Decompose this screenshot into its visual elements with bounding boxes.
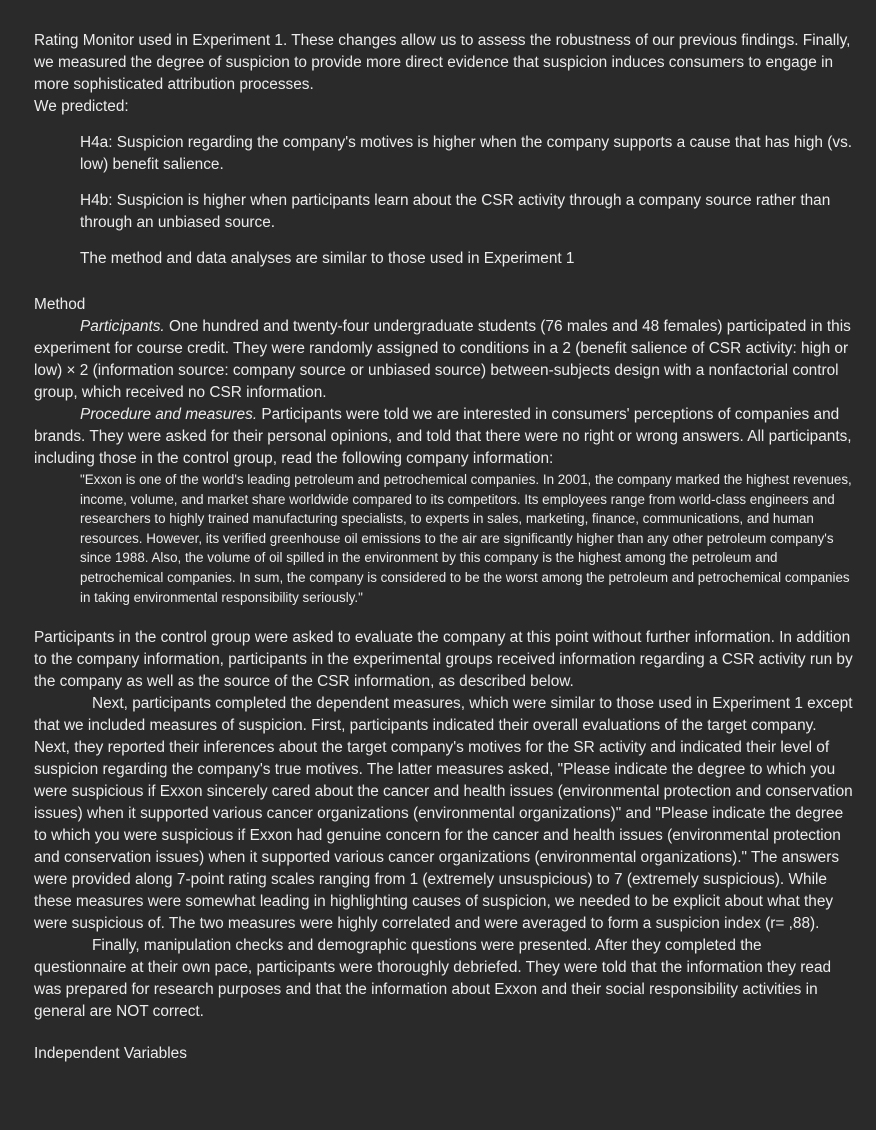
method-heading: Method <box>34 296 86 313</box>
final-paragraph: Finally, manipulation checks and demographic questions were presented. After they completed the questionnaire at their own pace, participants were thoroughly debriefed. They were told that the information they read was prepared for research purposes and that the information about Exxon and their social responsibility activities in general are NOT correct. <box>34 937 832 1021</box>
control-group-paragraph: Participants in the control group were asked to evaluate the company at this point without further information. In addition to the company information, participants in the experimental groups received information regarding a CSR activity run by the company as well as the source of the CSR information, as described below. <box>34 629 853 691</box>
procedure-label: Procedure and measures. <box>80 406 258 423</box>
procedure-paragraph <box>34 404 856 470</box>
predicted-label: We predicted: <box>34 98 129 115</box>
intro-paragraph: Rating Monitor used in Experiment 1. These changes allow us to assess the robustness of our previous findings. Finally, we measured the degree of suspicion to provide more direct evidence that suspicion induces consumers to engage in more sophisticated attribution processes. <box>34 32 851 93</box>
participants-text: One hundred and twenty-four undergraduate students (76 males and 48 females) participated in this experiment for course credit. They were randomly assigned to conditions in a 2 (benefit salience of CSR activity: high or low) × 2 (information source: company source or unbiased source) between-subjects design with a nonfactorial control group, which received no CSR information. <box>34 318 851 401</box>
spacer <box>34 607 856 627</box>
procedure-text: Participants were told we are interested in consumers' perceptions of companies and brands. They were asked for their personal opinions, and told that there were no right or wrong answers. All participants, including those in the control group, read the following company information: <box>34 406 852 467</box>
participants-label: Participants. <box>80 318 165 335</box>
participants-paragraph <box>34 316 856 404</box>
company-info-quote: "Exxon is one of the world's leading petroleum and petrochemical companies. In 2001, the company marked the highest revenues, income, volume, and market share worldwide compared to its competitors. Its employees range from world-class engineers and researchers to highly trained manufacturing specialists, to experts in sales, marketing, finance, communications, and human resources. However, its verified greenhouse oil emissions to the air are significantly higher than any other petroleum company's since 1988. Also, the volume of oil spilled in the environment by this company is the highest among the petroleum and petrochemical companies. In sum, the company is considered to be the worst among the petroleum and petrochemical companies in taking environmental responsibility seriously." <box>80 472 852 605</box>
hypothesis-h4a: H4a: Suspicion regarding the company's motives is higher when the company supports a cause that has high (vs. low) benefit salience. <box>80 134 853 173</box>
hypothesis-h4b: H4b: Suspicion is higher when participants learn about the CSR activity through a company source rather than through an unbiased source. <box>80 192 831 231</box>
method-note: The method and data analyses are similar to those used in Experiment 1 <box>80 250 575 267</box>
independent-variables-heading: Independent Variables <box>34 1045 187 1063</box>
dependent-measures-paragraph: Next, participants completed the dependent measures, which were similar to those used in Experiment 1 except that we included measures of suspicion. First, participants indicated their overall evaluations of the target company. Next, they reported their inferences about the target company's motives for the SR activity and indicated their level of suspicion regarding the company's true motives. The latter measures asked, "Please indicate the degree to which you were suspicious if Exxon sincerely cared about the cancer and health issues (environmental protection and conservation issues) when it supported various cancer organizations (environmental organizations)" and "Please indicate the degree to which you were suspicious if Exxon had genuine concern for the cancer and health issues (environmental protection and conservation issues) when it supported various cancer organizations (environmental organizations)." The answers were provided along 7-point rating scales ranging from 1 (extremely unsuspicious) to 7 (extremely suspicious). While these measures were somewhat leading in highlighting causes of suspicion, we needed to be explicit about what they were suspicious of. The two measures were highly correlated and were averaged to form a suspicion index (r= ,88). <box>34 695 853 933</box>
